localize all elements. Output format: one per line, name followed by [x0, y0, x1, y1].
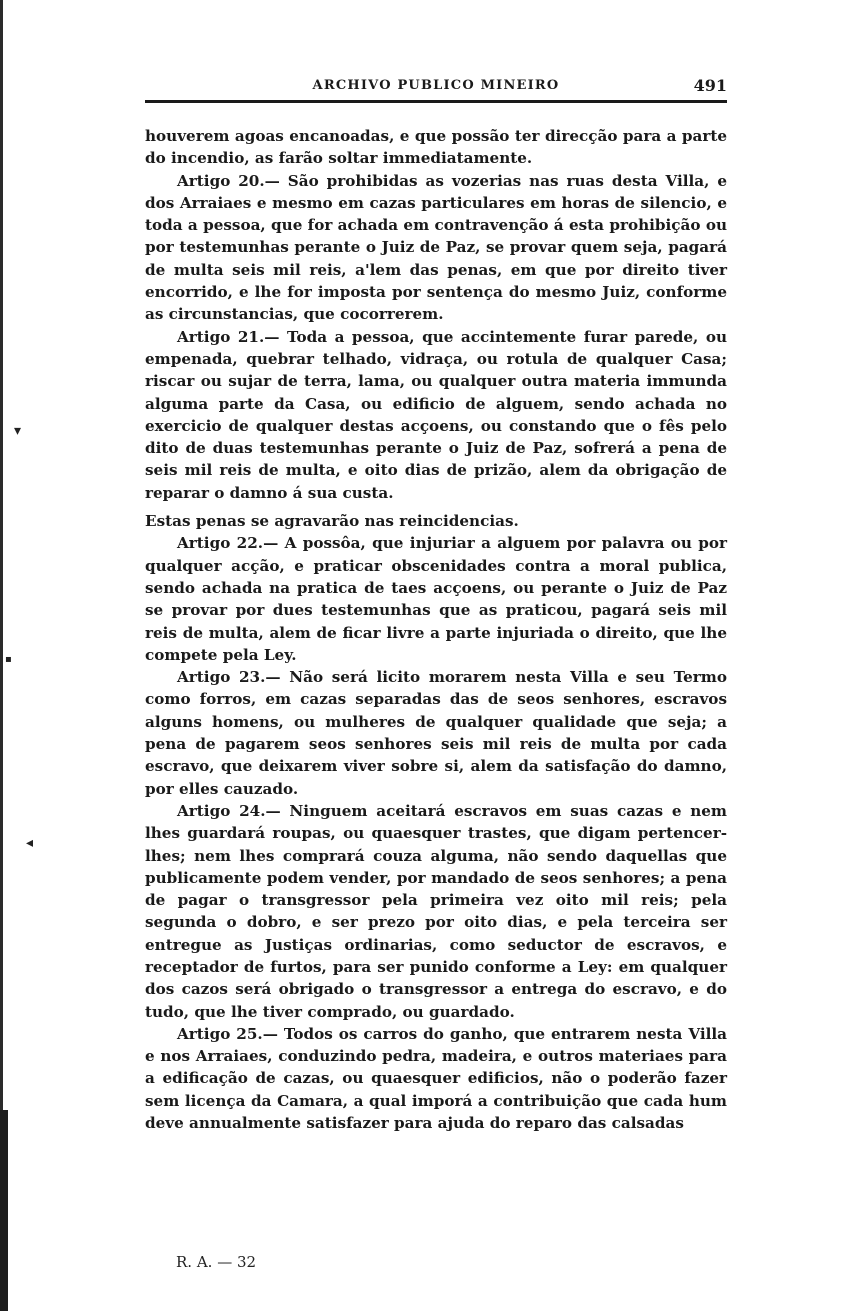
margin-mark: ▪: [5, 654, 12, 665]
paragraph-artigo-24: Artigo 24.— Ninguem aceitará escravos em suas cazas e nem lhes guardará roupas, ou quaesquer trastes, que digam pertencer-lhes; nem lhes comprará couza alguma, não sendo daquellas que publicamente podem vender, por mandado de seos senhores; a pena de pagar o transgressor pela primeira vez oito mil reis; pela segunda o dobro, e ser prezo por oito dias, e pela terceira ser entregue as Justiças ordinarias, como seductor de escravos, e receptador de furtos, para ser punido conforme a Ley: em qualquer dos cazos será obrigado o transgressor a entrega do escravo, e do tudo, que lhe tiver comprado, ou guardado.: [145, 801, 727, 1021]
paragraph-artigo-21: Artigo 21.— Toda a pessoa, que accintemente furar parede, ou empenada, quebrar telhado, vidraça, ou rotula de qualquer Casa; riscar ou sujar de terra, lama, ou qualquer outra materia immunda alguma parte da Casa, ou edificio de alguem, sendo achada no exercicio de qualquer destas acçoens, ou constando que o fês pelo dito de duas testemunhas perante o Juiz de Paz, sofrerá a pena de seis mil reis de multa, e oito dias de prizão, alem da obrigação de reparar o damno á sua custa.: [145, 327, 727, 502]
paragraph-continuation: houverem agoas encanoadas, e que possão ter direcção para a parte do incendio, as farão soltar immediatamente.: [145, 127, 727, 168]
running-title: ARCHIVO PUBLICO MINEIRO: [312, 78, 560, 93]
page-number: 491: [693, 76, 727, 95]
page-left-edge-shadow: [0, 1110, 8, 1311]
paragraph-artigo-20: Artigo 20.— São prohibidas as vozerias nas ruas desta Villa, e dos Arraiaes e mesmo em cazas particulares em horas de silencio, e toda a pessoa, que for achada em contravenção á esta prohibição ou por testemunhas perante o Juiz de Paz, se provar quem seja, pagará de multa seis mil reis, a'lem das penas, em que por direito tiver encorrido, e lhe for imposta por sentença do mesmo Juiz, conforme as circunstancias, que cocorrerem.: [145, 171, 727, 324]
paragraph-artigo-22: Artigo 22.— A possôa, que injuriar a alguem por palavra ou por qualquer acção, e praticar obscenidades contra a moral publica, sendo achada na pratica de taes acçoens, ou perante o Juiz de Paz se provar por dues testemunhas que as praticou, pagará seis mil reis de multa, alem de ficar livre a parte injuriada o direito, que lhe compete pela Ley.: [145, 534, 727, 664]
paragraph-artigo-23: Artigo 23.— Não será licito morarem nesta Villa e seu Termo como forros, em cazas separadas das de seos senhores, escravos alguns homens, ou mulheres de qualquer qualidade que seja; a pena de pagarem seos senhores seis mil reis de multa por cada escravo, que deixarem viver sobre si, alem da satisfação do damno, por elles cauzado.: [145, 668, 727, 798]
paragraph-penalties-note: Estas penas se agravarão nas reincidencias.: [145, 512, 519, 531]
header-rule: [145, 100, 727, 103]
margin-mark: ◂: [26, 835, 34, 851]
body-text: [145, 125, 727, 1134]
margin-mark: ▾: [14, 423, 22, 439]
footer-signature: R. A. — 32: [176, 1253, 257, 1271]
running-head: [145, 76, 727, 98]
paragraph-artigo-25: Artigo 25.— Todos os carros do ganho, que entrarem nesta Villa e nos Arraiaes, conduzindo pedra, madeira, e outros materiaes para a edificação de cazas, ou quaesquer edificios, não o poderão fazer sem licença da Camara, a qual imporá a contribuição que cada hum deve annualmente satisfazer para ajuda do reparo das calsadas: [145, 1024, 727, 1133]
